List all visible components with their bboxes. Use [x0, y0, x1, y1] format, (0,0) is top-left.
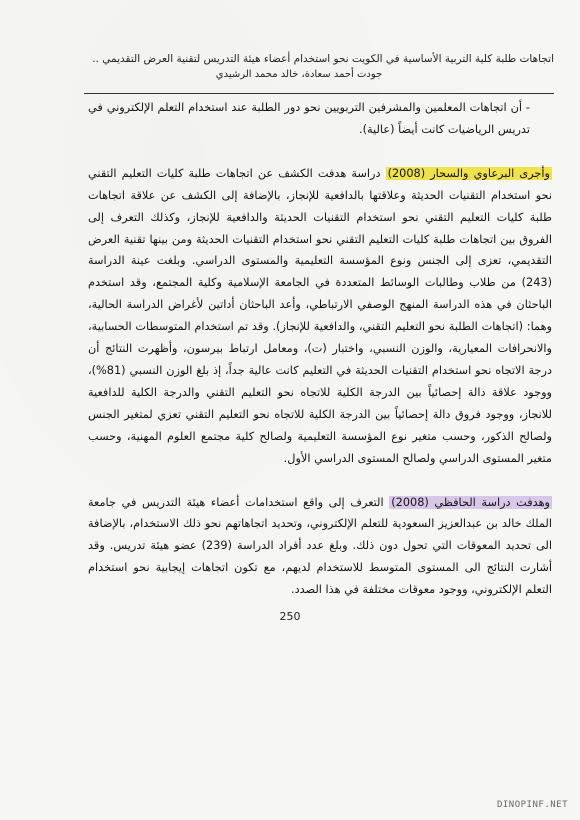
- header-authors: جودت أحمد سعادة، خالد محمد الرشيدي: [215, 69, 383, 80]
- study2-paragraph: [88, 492, 552, 602]
- study1-paragraph: [88, 163, 552, 470]
- body-text: [88, 97, 552, 601]
- header-title: اتجاهات طلبة كلية التربية الأساسية في الكويت نحو استخدام أعضاء هيئة التدريس لتقنية العرض التقديمي ..: [92, 53, 554, 65]
- site-watermark: DINOPINF.NET: [496, 800, 568, 810]
- header-rule: [84, 93, 554, 94]
- study2-text: التعرف إلى واقع استخدامات أعضاء هيئة التدريس في جامعة الملك خالد بن عبدالعزيز السعودية للتعلم الإلكتروني، وتحديد اتجاهاتهم نحو ذلك الاستخدام، بالإضافة الى تحديد المعوقات التي تحول دون ذلك. وبلغ عدد أفراد الدراسة (239) عضو هيئة تدريس. وقد أشارت النتائج الى المستوى المتوسط للاستخدام لديهم، مع تكون اتجاهات إيجابية نحو استخدام التعلم الإلكتروني، ووجود معوقات مختلفة في هذا الصدد.: [88, 495, 553, 597]
- running-header: [84, 52, 554, 82]
- page-number: 250: [279, 610, 301, 623]
- study1-text: دراسة هدفت الكشف عن اتجاهات طلبة كليات التعليم التقني نحو استخدام التقنيات الحديثة وعلاقتها بالدافعية للإنجاز، بالإضافة إلى الكشف عن علاقة اتجاهات طلبة كليات التعليم التقني نحو استخدام التقنيات الحديثة والدافعية للإنجاز، وكذلك التعرف إلى الفروق بين اتجاهات طلبة كليات التعليم التقني نحو استخدام التقنيات الحديثة ومن بينها تقنية العرض التقديمي، تعزى إلى الجنس ونوع المؤسسة التعليمية والمستوى الدراسي. وبلغت عينة الدراسة (243) من طلاب وطالبات الوسائط المتعددة في الجامعة الإسلامية وكلية المجتمع، وقد استخدم الباحثان في هذه الدراسة المنهج الوصفي الارتباطي، وأعد الباحثان أداتين لأغراض الدراسة الحالية، وهما: (اتجاهات الطلبة نحو التعليم التقني، والدافعية للإنجاز). وقد تم استخدام المتوسطات الحسابية، والانحرافات المعيارية، والوزن النسبي، واختبار (ت)، ومعامل ارتباط بيرسون، وأظهرت النتائج أن درجة الاتجاه نحو استخدام التقنيات الحديثة في التعليم كانت عالية جداً، إذ بلغ الوزن النسبي (81%)، ووجود علاقة دالة إحصائياً بين الدرجة الكلية للاتجاه نحو التعليم التقني والدرجة الكلية للدافعية للانجاز، ووجود فروق دالة إحصائياً بين الدرجة الكلية للاتجاه نحو التعليم التقني تعزي لمتغير الجنس ولصالح الذكور، وحسب متغير نوع المؤسسة التعليمية ولصالح كلية مجتمع العلوم المهنية، وحسب متغير المستوى الدراسي ولصالح المستوى الدراسي الأول.: [88, 166, 552, 465]
- bullet-paragraph: - أن اتجاهات المعلمين والمشرفين التربويين نحو دور الطلبة عند استخدام التعلم الإلكتروني في تدريس الرياضيات كانت أيضاً (عالية).: [88, 101, 530, 136]
- study1-highlight: وأجرى البرعاوي والسحار (2008): [387, 166, 551, 180]
- study2-highlight: وهدفت دراسة الحافظي (2008): [391, 495, 550, 509]
